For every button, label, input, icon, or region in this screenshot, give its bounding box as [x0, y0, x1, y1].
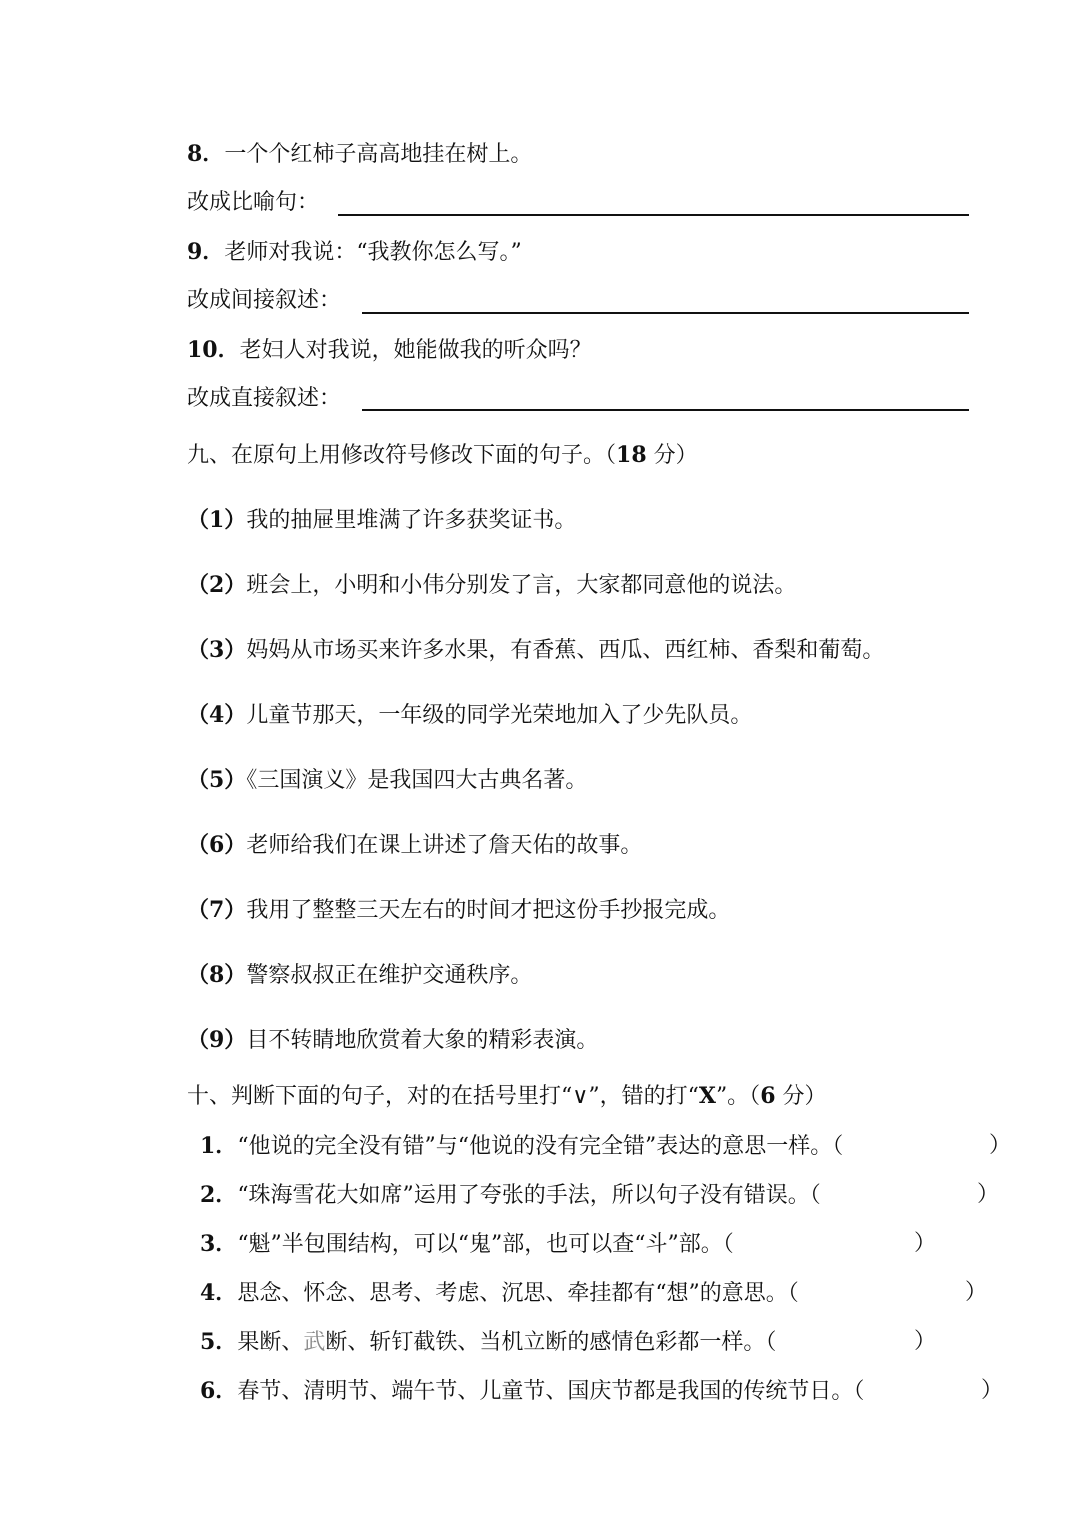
paren-close: ）: [981, 1378, 1004, 1403]
score-number: 6: [760, 1083, 776, 1109]
question-8-task: [187, 188, 319, 218]
judge-item-3: [200, 1229, 734, 1260]
item-number: （8）: [187, 962, 247, 988]
list-item: [187, 700, 752, 731]
section-title-text: ”。（: [715, 1084, 761, 1109]
item-number: 3．: [200, 1231, 238, 1257]
section-9-title: [187, 440, 698, 471]
question-10-task: [187, 384, 341, 414]
item-number: 5．: [200, 1329, 238, 1355]
item-number: （7）: [187, 897, 247, 923]
paren-close: ）: [965, 1280, 988, 1305]
task-label: 改成比喻句：: [187, 190, 320, 215]
item-text: 班会上，小明和小伟分别发了言，大家都同意他的说法。: [246, 573, 797, 598]
item-text: 我用了整整三天左右的时间才把这份手抄报完成。: [246, 898, 731, 923]
question-number: 9．: [187, 239, 225, 265]
score-unit: 分）: [646, 443, 698, 468]
item-text: 思念、怀念、思考、考虑、沉思、牵挂都有“想”的意思。（: [237, 1281, 799, 1306]
judge-item-6: [200, 1376, 864, 1407]
section-title-text: ”，错的打“: [588, 1084, 699, 1109]
judge-item-4: [200, 1278, 799, 1309]
judge-item-2: [200, 1180, 821, 1211]
list-item: [187, 830, 642, 861]
list-item: [187, 570, 796, 601]
item-text: 断、斩钉截铁、当机立断的感情色彩都一样。（: [325, 1330, 777, 1355]
item-number: （6）: [187, 832, 247, 858]
item-number: （9）: [187, 1027, 247, 1053]
check-mark: ∨: [572, 1084, 589, 1109]
item-text-gray: 武: [303, 1330, 326, 1355]
item-number: （4）: [187, 702, 247, 728]
judge-item-5: [200, 1327, 776, 1358]
item-number: （5）: [187, 767, 247, 793]
item-text: 妈妈从市场买来许多水果，有香蕉、西瓜、西红柿、香梨和葡萄。: [246, 638, 885, 663]
question-sentence: 老妇人对我说，她能做我的听众吗？: [239, 338, 592, 363]
paren-close: ）: [977, 1182, 1000, 1207]
task-label: 改成间接叙述：: [187, 288, 342, 313]
score-unit: 分）: [775, 1084, 827, 1109]
question-sentence: 一个个红柿子高高地挂在树上。: [224, 142, 533, 167]
list-item: [187, 960, 532, 991]
judge-item-1: [200, 1131, 843, 1162]
answer-blank-10[interactable]: [362, 409, 969, 411]
answer-paren-1[interactable]: [989, 1131, 1011, 1161]
question-number: 8．: [187, 141, 225, 167]
section-title-text: 十、判断下面的句子，对的在括号里打“: [187, 1084, 573, 1109]
item-text: 儿童节那天，一年级的同学光荣地加入了少先队员。: [246, 703, 753, 728]
question-10: [187, 335, 592, 366]
list-item: [187, 635, 884, 666]
item-text: 《三国演义》是我国四大古典名著。: [246, 768, 588, 793]
item-text: “魁”半包围结构，可以“鬼”部，也可以查“斗”部。（: [237, 1232, 734, 1257]
answer-paren-3[interactable]: [914, 1229, 936, 1259]
item-number: （2）: [187, 572, 247, 598]
paren-close: ）: [914, 1329, 937, 1354]
question-8: [187, 139, 532, 170]
paren-close: ）: [989, 1133, 1012, 1158]
paren-close: ）: [914, 1231, 937, 1256]
cross-mark: X: [698, 1083, 716, 1109]
item-text: 目不转睛地欣赏着大象的精彩表演。: [246, 1028, 599, 1053]
answer-blank-9[interactable]: [362, 312, 969, 314]
item-number: 2．: [200, 1182, 238, 1208]
item-text: “珠海雪花大如席”运用了夸张的手法，所以句子没有错误。（: [237, 1183, 821, 1208]
score-number: 18: [616, 442, 647, 468]
question-9: [187, 237, 522, 268]
question-9-task: [187, 286, 341, 316]
item-text: 春节、清明节、端午节、儿童节、国庆节都是我国的传统节日。（: [237, 1379, 865, 1404]
item-text: “他说的完全没有错”与“他说的没有完全错”表达的意思一样。（: [237, 1134, 844, 1159]
question-sentence: 老师对我说：“我教你怎么写。”: [224, 240, 522, 265]
answer-paren-4[interactable]: [965, 1278, 987, 1308]
answer-paren-2[interactable]: [977, 1180, 999, 1210]
item-text: 警察叔叔正在维护交通秩序。: [246, 963, 533, 988]
item-number: 6．: [200, 1378, 238, 1404]
list-item: [187, 1025, 598, 1056]
list-item: [187, 765, 587, 796]
answer-paren-6[interactable]: [981, 1376, 1003, 1406]
item-number: （3）: [187, 637, 247, 663]
answer-blank-8[interactable]: [338, 214, 969, 216]
list-item: [187, 505, 576, 536]
item-text: 果断、: [237, 1330, 304, 1355]
item-number: 4．: [200, 1280, 238, 1306]
section-10-title: [187, 1081, 827, 1112]
item-text: 我的抽屉里堆满了许多获奖证书。: [246, 508, 577, 533]
item-number: （1）: [187, 507, 247, 533]
item-number: 1．: [200, 1133, 238, 1159]
list-item: [187, 895, 730, 926]
task-label: 改成直接叙述：: [187, 386, 342, 411]
question-number: 10．: [187, 337, 240, 363]
item-text: 老师给我们在课上讲述了詹天佑的故事。: [246, 833, 643, 858]
answer-paren-5[interactable]: [914, 1327, 936, 1357]
section-title-text: 九、在原句上用修改符号修改下面的句子。（: [187, 443, 617, 468]
